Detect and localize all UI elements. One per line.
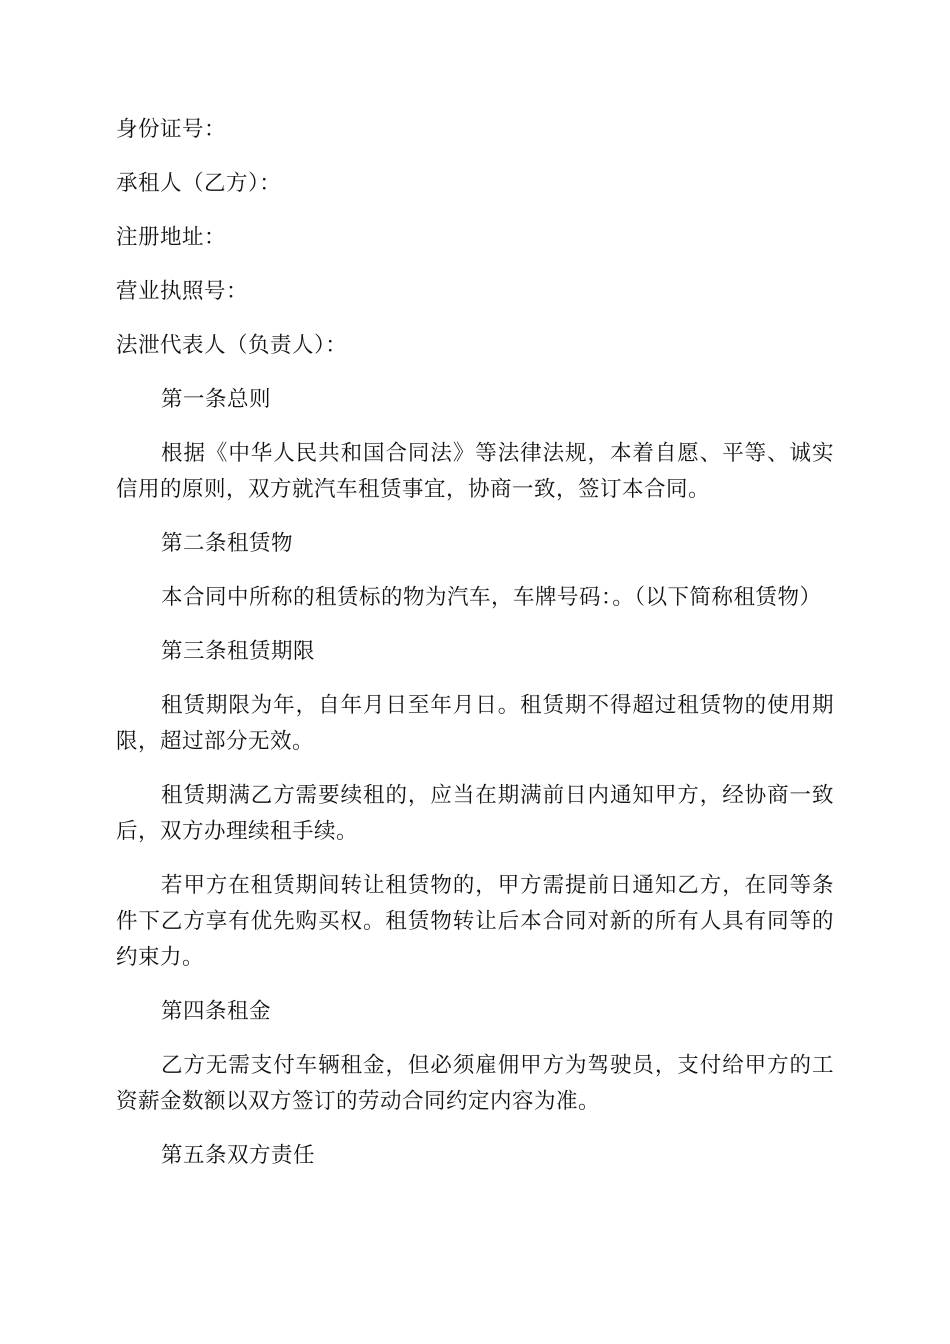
- article-2-paragraph: 本合同中所称的租赁标的物为汽车，车牌号码：。（以下简称租赁物）: [161, 585, 822, 610]
- article-4-paragraph: 乙方无需支付车辆租金，但必须雇佣甲方为驾驶员，支付给甲方的工资薪金数额以双方签订的劳动合同约定内容为准。: [116, 1053, 834, 1114]
- business-license-field: 营业执照号：: [116, 279, 249, 304]
- article-3-paragraph-3: 若甲方在租赁期间转让租赁物的，甲方需提前日通知乙方，在同等条件下乙方享有优先购买权。租赁物转让后本合同对新的所有人具有同等的约束力。: [116, 873, 834, 970]
- article-3-paragraph-1: 租赁期限为年，自年月日至年月日。租赁期不得超过租赁物的使用期限，超过部分无效。: [116, 693, 834, 754]
- article-4-heading: 第四条租金: [161, 999, 272, 1024]
- article-2-heading: 第二条租赁物: [161, 531, 294, 556]
- lessee-field: 承租人（乙方）：: [116, 171, 282, 196]
- article-5-heading: 第五条双方责任: [161, 1143, 316, 1168]
- article-1-paragraph: 根据《中华人民共和国合同法》等法律法规，本着自愿、平等、诚实信用的原则，双方就汽车租赁事宜，协商一致，签订本合同。: [116, 441, 834, 502]
- article-3-paragraph-2: 租赁期满乙方需要续租的，应当在期满前日内通知甲方，经协商一致后，双方办理续租手续。: [116, 783, 834, 844]
- article-1-heading: 第一条总则: [161, 387, 272, 412]
- legal-representative-field: 法泄代表人（负责人）：: [116, 333, 348, 358]
- article-3-heading: 第三条租赁期限: [161, 639, 316, 664]
- registered-address-field: 注册地址：: [116, 225, 227, 250]
- id-number-field: 身份证号：: [116, 117, 227, 142]
- document-content: [116, 112, 834, 1192]
